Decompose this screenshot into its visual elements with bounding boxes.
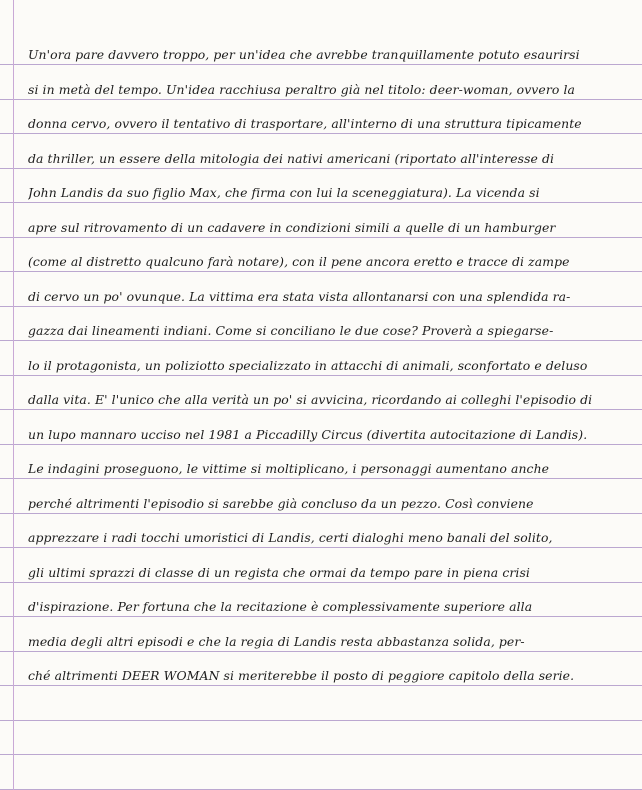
text-line: gazza dai lineamenti indiani. Come si conciliano le due cose? Proverà a spiegarse-	[28, 323, 554, 338]
ruled-line	[0, 720, 642, 721]
margin-line	[13, 0, 14, 790]
text-line: ché altrimenti DEER WOMAN si meriterebbe il posto di peggiore capitolo della serie.	[28, 668, 575, 683]
text-line: di cervo un po' ovunque. La vittima era stata vista allontanarsi con una splendida ra-	[28, 288, 571, 304]
text-line: d'ispirazione. Per fortuna che la recitazione è complessivamente superiore alla	[28, 599, 533, 614]
text-line: si in metà del tempo. Un'idea racchiusa peraltro già nel titolo: deer-woman, ovvero la	[28, 81, 576, 97]
text-line: apre sul ritrovamento di un cadavere in condizioni simili a quelle di un hamburger	[28, 219, 556, 235]
text-line: lo il protagonista, un poliziotto specializzato in attacchi di animali, sconfortato e deluso	[28, 357, 588, 373]
text-line: Le indagini proseguono, le vittime si moltiplicano, i personaggi aumentano anche	[28, 461, 550, 476]
text-line: John Landis da suo figlio Max, che firma con lui la sceneggiatura). La vicenda si	[28, 185, 540, 200]
ruled-line	[0, 754, 642, 755]
text-line: gli ultimi sprazzi di classe di un regista che ormai da tempo pare in piena crisi	[28, 564, 530, 580]
text-line: Un'ora pare davvero troppo, per un'idea che avrebbe tranquillamente potuto esaurirsi	[28, 47, 580, 62]
text-line: donna cervo, ovvero il tentativo di trasportare, all'interno di una struttura tipicamente	[28, 116, 582, 131]
text-line: perché altrimenti l'episodio si sarebbe già concluso da un pezzo. Così conviene	[28, 495, 534, 511]
text-line: (come al distretto qualcuno farà notare), con il pene ancora eretto e tracce di zampe	[28, 254, 570, 269]
text-line: da thriller, un essere della mitologia dei nativi americani (riportato all'interesse di	[28, 150, 555, 166]
text-line: apprezzare i radi tocchi umoristici di Landis, certi dialoghi meno banali del solito,	[28, 530, 553, 545]
text-line: dalla vita. E' l'unico che alla verità un po' si avvicina, ricordando ai colleghi l'episodio di	[28, 392, 593, 407]
ruled-line	[0, 789, 642, 790]
text-line: media degli altri episodi e che la regia di Landis resta abbastanza solida, per-	[28, 633, 525, 649]
text-line: un lupo mannaro ucciso nel 1981 a Piccadilly Circus (divertita autocitazione di Landis).	[28, 426, 588, 442]
handwritten-text	[28, 38, 634, 694]
